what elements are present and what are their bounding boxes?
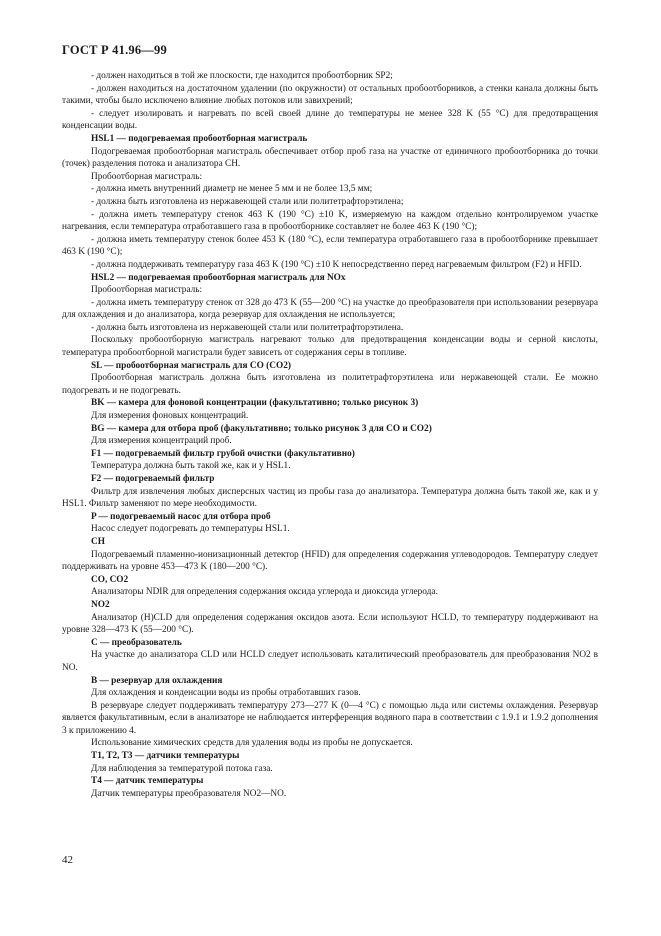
section-heading: SL — пробоотборная магистраль для CO (CO2) — [91, 360, 291, 371]
section-heading: T1, T2, T3 — датчики температуры — [91, 751, 240, 762]
paragraph: Подогреваемый пламенно-ионизационный детектор (HFID) для определения содержания углеводородов. Температуру следует поддерживать на уровне 453—473 K (180—200 °C). — [62, 549, 598, 573]
document-header: ГОСТ Р 41.96—99 — [62, 43, 167, 57]
paragraph: В резервуаре следует поддерживать температуру 273—277 K (0—4 °C) с помощью льда или системы охлаждения. Резервуар является факультативным, если в анализаторе не наблюдается интерференция водяного пара в соответствии с 1.9.1 и 1.9.2 дополнения 3 к приложению 4. — [62, 700, 598, 736]
paragraph: - следует изолировать и нагревать по всей своей длине до температуры не менее 328 K (55 °C) для предотвращения конденсации воды. — [62, 108, 598, 132]
section-heading: T4 — датчик температуры — [91, 776, 204, 787]
section-heading: HSL2 — подогреваемая пробоотборная магистраль для NOx — [91, 272, 346, 283]
paragraph: Подогреваемая пробоотборная магистраль обеспечивает отбор проб газа на участке от единичного пробоотборника до точки (точек) разделения потока и анализатора CH. — [62, 146, 598, 170]
paragraph: На участке до анализатора CLD или HCLD следует использовать каталитический преобразователь для преобразования NO2 в NO. — [62, 650, 598, 673]
paragraph: - должна быть изготовлена из нержавеющей стали или политетрафторэтилена. — [91, 322, 404, 333]
paragraph: - должна иметь внутренний диаметр не менее 5 мм и не более 13,5 мм; — [91, 184, 373, 195]
paragraph: - должна быть изготовлена из нержавеющей стали или политетрафторэтилена; — [91, 196, 404, 207]
paragraph: Для измерения концентраций проб. — [91, 436, 232, 447]
paragraph: Фильтр для извлечения любых дисперсных частиц из пробы газа до анализатора. Температура должна быть такой же, как и у HSL1. Фильтр заменяют по мере необходимости. — [62, 486, 598, 510]
paragraph: Для измерения фоновых концентраций. — [91, 411, 249, 422]
section-heading: C — преобразователь — [91, 637, 182, 648]
paragraph: - должен находиться в той же плоскости, где находится пробоотборник SP2; — [91, 71, 393, 81]
paragraph: Поскольку пробоотборную магистраль нагревают только для предотвращения конденсации воды и серной кислоты, температура пробоотборной магистрали будет зависеть от содержания серы в топливе. — [62, 335, 598, 359]
section-heading: CO, CO2 — [91, 574, 129, 585]
section-heading: CH — [91, 536, 105, 547]
paragraph: - должна иметь температуру стенок более 453 K (180 °C), если температура отработавшего газа в пробоотборнике превышает 463 K (190 °C); — [62, 234, 598, 258]
section-heading: HSL1 — подогреваемая пробоотборная магистраль — [91, 133, 308, 144]
paragraph: Анализатор (H)CLD для определения содержания оксидов азота. Если используют HCLD, то температуру поддерживают на уровне 328—473 K (55—200 °C). — [62, 612, 598, 636]
paragraph: Пробоотборная магистраль: — [91, 285, 203, 296]
paragraph: Анализаторы NDIR для определения содержания оксида углерода и диоксида углерода. — [91, 587, 438, 598]
page-number: 42 — [62, 854, 73, 866]
document-body — [62, 70, 598, 800]
paragraph: Насос следует подогревать до температуры HSL1. — [91, 524, 290, 535]
paragraph: Пробоотборная магистраль должна быть изготовлена из политетрафторэтилена или нержавеющей стали. Ее можно подогревать и не подогревать. — [62, 373, 598, 396]
paragraph: - должна иметь температуру стенок 463 K (190 °C) ±10 K, измеряемую на каждом отдельно контролируемом участке нагревания, если температура отработавшего газа в пробоотборнике составляет не более 463 K (190 °C); — [62, 209, 598, 233]
section-heading: P — подогреваемый насос для отбора проб — [91, 511, 271, 522]
section-heading: F2 — подогреваемый фильтр — [91, 474, 215, 484]
section-heading: B — резервуар для охлаждения — [91, 675, 223, 686]
section-heading: F1 — подогреваемый фильтр грубой очистки (факультативно) — [91, 448, 355, 459]
paragraph: - должна иметь температуру стенок от 328 до 473 K (55—200 °C) на участке до преобразователя при использовании резервуара для охлаждения и до анализатора, когда резервуар для охлаждения не используется; — [62, 297, 598, 321]
paragraph: Для охлаждения и конденсации воды из пробы отработавших газов. — [91, 688, 361, 699]
section-heading: NO2 — [91, 599, 110, 610]
paragraph: Использование химических средств для удаления воды из пробы не допускается. — [91, 738, 413, 749]
paragraph: Для наблюдения за температурой потока газа. — [91, 763, 273, 774]
section-heading: BG — камера для отбора проб (факультативно; только рисунок 3 для CO и CO2) — [91, 423, 432, 434]
paragraph: Пробоотборная магистраль: — [91, 171, 203, 182]
paragraph: Датчик температуры преобразователя NO2—NO. — [91, 788, 287, 799]
section-heading: BK — камера для фоновой концентрации (факультативно; только рисунок 3) — [91, 398, 419, 409]
paragraph: Температура должна быть такой же, как и у HSL1. — [91, 461, 291, 472]
paragraph: - должен находиться на достаточном удалении (по окружности) от остальных пробоотборников, а стенки канала должны быть такими, чтобы было исключено влияние любых потоков или завихрений; — [62, 83, 598, 107]
paragraph: - должна поддерживать температуру газа 463 K (190 °C) ±10 K непосредственно перед нагреваемым фильтром (F2) и HFID. — [91, 259, 582, 270]
